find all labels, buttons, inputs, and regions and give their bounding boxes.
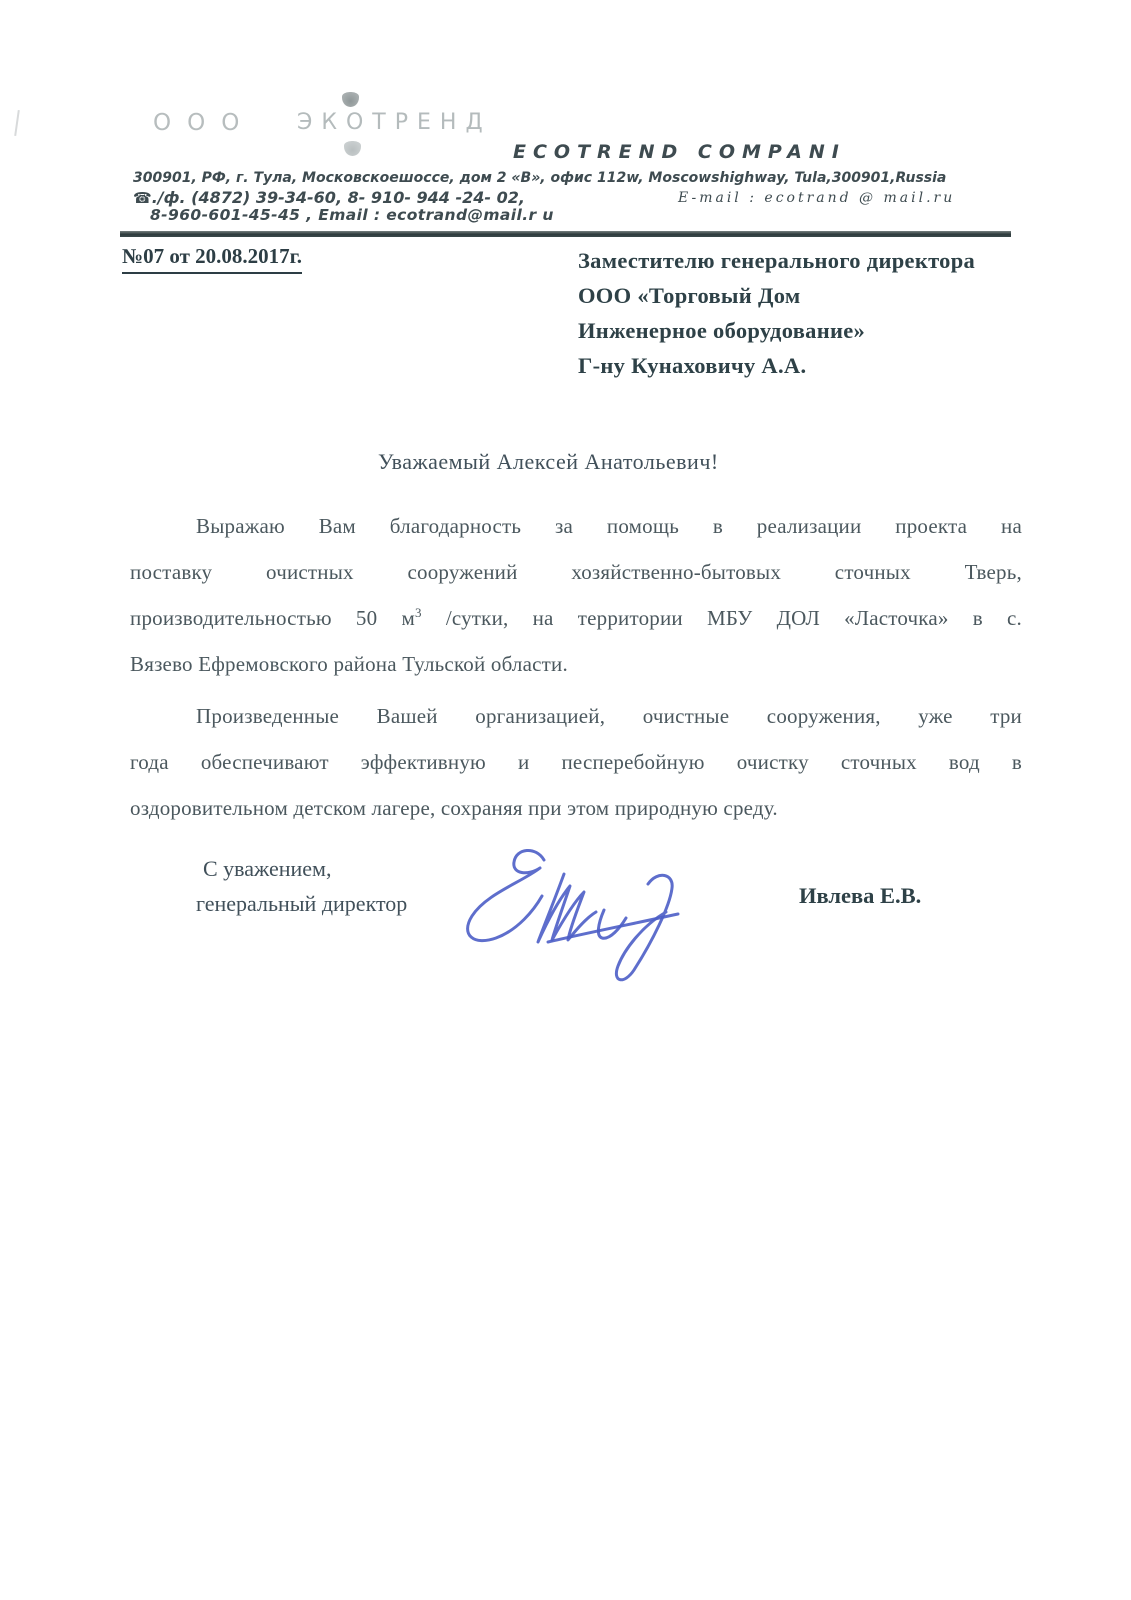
phone-line-2: 8-960-601-45-45 , Email : ecotrand@mail.r u: [150, 206, 554, 224]
body-line: Выражаю Вам благодарность за помощь в реализации проекта на: [196, 514, 1022, 538]
logo-ooo-text: ООО: [153, 110, 256, 136]
body-line: [130, 595, 1022, 641]
phone-numbers: ./ф. (4872) 39-34-60, 8- 910- 944 -24- 02,: [151, 188, 525, 207]
superscript-cubed: 3: [414, 605, 422, 620]
droplet-icon: [344, 141, 361, 156]
telephone-icon: ☎: [133, 189, 152, 207]
recipient-line: ООО «Торговый Дом: [578, 283, 801, 308]
recipient-line: Заместителю генерального директора: [578, 248, 976, 273]
signer-name: Ивлева Е.В.: [799, 883, 922, 908]
header-divider: [120, 231, 1011, 237]
body-text: /сутки, на территории МБУ ДОЛ «Ласточка» в с.: [421, 606, 1022, 630]
recipient-block: [578, 243, 1028, 383]
phone-line-1: [133, 188, 525, 207]
company-address: 300901, РФ, г. Тула, Московскоешоссе, дом 2 «В», офис 112w, Moscowshighway, Tula,300901,Russia: [133, 170, 947, 186]
body-text: производительностью 50 м: [130, 606, 415, 630]
recipient-line: Г-ну Кунаховичу А.А.: [578, 353, 807, 378]
paragraph-2: [130, 693, 1022, 831]
handwritten-signature: [452, 838, 742, 993]
signoff-title: генеральный директор: [196, 891, 408, 916]
email-address: E-mail : ecotrand @ mail.ru: [678, 190, 956, 206]
paragraph-1: [130, 503, 1022, 687]
logo-company-name: ЭКОТРЕНД: [297, 110, 492, 135]
body-line: поставку очистных сооружений хозяйственно-бытовых сточных Тверь,: [130, 560, 1022, 584]
body-line: Вязево Ефремовского района Тульской области.: [130, 652, 568, 676]
salutation: Уважаемый Алексей Анатольевич!: [378, 449, 719, 474]
company-name-latin: ECOTREND COMPANI: [513, 141, 846, 163]
recipient-line: Инженерное оборудование»: [578, 318, 866, 343]
body-line: Произведенные Вашей организацией, очистные сооружения, уже три: [196, 704, 1022, 728]
droplet-icon: [342, 92, 359, 107]
signoff-regards: С уважением,: [203, 856, 332, 881]
scan-artifact: [14, 110, 20, 136]
body-line: года обеспечивают эффективную и песперебойную очистку сточных вод в: [130, 750, 1022, 774]
body-line: оздоровительном детском лагере, сохраняя при этом природную среду.: [130, 796, 778, 820]
reference-number: №07 от 20.08.2017г.: [122, 244, 302, 274]
